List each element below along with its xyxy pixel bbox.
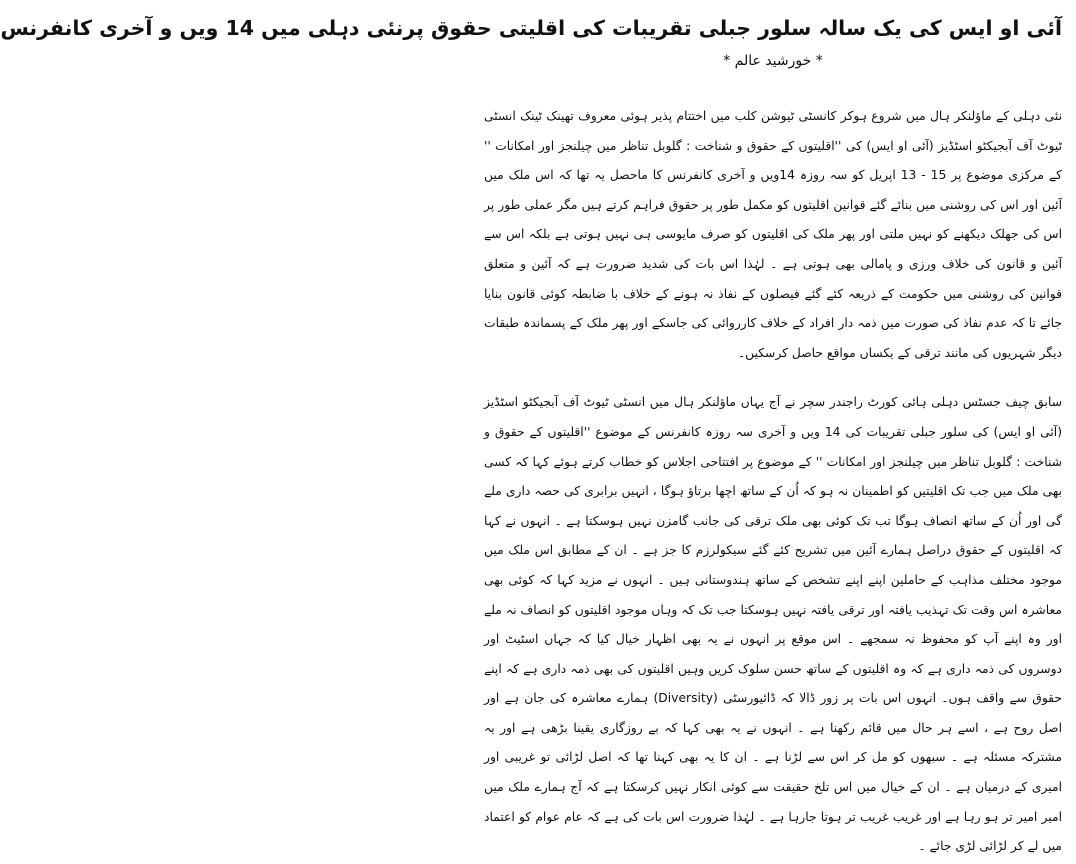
article-body <box>484 102 1062 862</box>
article-headline: آئی او ایس کی یک سالہ سلور جبلی تقریبات کی اقلیتی حقوق پرنئی دہلی میں 14 ویں و آخری کانفرنس <box>0 16 1062 40</box>
article-byline: * خورشید عالم * <box>723 53 823 69</box>
article-paragraph-2: سابق چیف جسٹس دہلی ہائی کورٹ راجندر سچر نے آج یہاں ماؤلنکر ہال میں انسٹی ٹیوٹ آف آبجیکٹو اسٹڈیز (آئی او ایس) کی سلور جبلی تقریبات کی 14 ویں و آخری سہ روزہ کانفرنس کے موضوع ''اقلیتوں کے حقوق و شناخت : گلوبل تناظر میں چیلنجز اور امکانات '' کے موضوع پر افتتاحی اجلاس کو خطاب کرتے ہوئے کہا کہ کسی بھی ملک میں جب تک اقلیتیں کو اطمینان نہ ہو کہ اُن کے ساتھ اچھا برتاؤ ہوگا ، انہیں برابری کی حصہ داری ملے گی اور اُن کے ساتھ انصاف ہوگا تب تک کوئی بھی ملک ترقی کی جانب گامزن نہیں ہوسکتا ہے ۔ انہوں نے کہا کہ اقلیتوں کے حقوق دراصل ہمارے آئین میں تشریح کئے گئے سیکولرزم کا جز ہے ۔ ان کے مطابق اس ملک میں موجود مختلف مذاہب کے حاملین اپنے اپنے تشخص کے ساتھ ہندوستانی ہیں ۔ انہوں نے مزید کہا کہ کوئی بھی معاشرہ اس وقت تک تہذیب یافتہ اور ترقی یافتہ نہیں ہوسکتا جب تک کہ وہاں موجود اقلیتوں کو انصاف نہ ملے اور وہ اپنے آپ کو محفوظ نہ سمجھے ۔ اس موقع پر انہوں نے یہ بھی اظہار خیال کیا کہ جہاں اسٹیٹ اور دوسروں کی ذمہ داری ہے کہ وہ اقلیتوں کے ساتھ حسن سلوک کریں وہیں اقلیتوں کی بھی ذمہ داری ہے کہ اپنے حقوق سے واقف ہوں۔ انہوں اس بات پر زور ڈالا کہ ڈائیورسٹی (Diversity) ہمارے معاشرہ کی جان ہے اور اصل روح ہے ، اسے ہر حال میں قائم رکھنا ہے ۔ انہوں نے یہ بھی کہا کہ بے روزگاری یقینا بڑھی ہے اور یہ مشترکہ مسئلہ ہے ۔ سبھوں کو مل کر اس سے لڑنا ہے ۔ ان کا یہ بھی کہنا تھا کہ اصل لڑائی تو غریبی اور امیری کے درمیان ہے ۔ ان کے خیال میں اس تلخ حقیقت سے کوئی انکار نہیں کرسکتا ہے کہ آج ہمارے ملک میں امیر امیر تر ہو رہا ہے اور غریب غریب تر ہوتا جارہا ہے ۔ لہٰذا ضرورت اس بات کی ہے کہ عام عوام کو اعتماد میں لے کر لڑائی لڑی جائے ۔ <box>484 395 1062 854</box>
article-paragraph-1: نئی دہلی کے ماؤلنکر ہال میں شروع ہوکر کانسٹی ٹیوشن کلب میں اختتام پذیر ہوئی معروف تھینک ٹینک انسٹی ٹیوٹ آف آبجیکٹو اسٹڈیز (آئی او ایس) کی ''اقلیتوں کے حقوق و شناخت : گلوبل تناظر میں چیلنجز اور امکانات '' کے مرکزی موضوع پر 15 - 13 اپریل کو سہ روزہ 14ویں و آخری کانفرنس کا ماحصل یہ تھا کہ اس ملک میں آئین اور اس کی روشنی میں بنائے گئے قوانین اقلیتوں کو مکمل طور پر حقوق فراہم کرتے ہیں مگر عملی طور پر اس کی جھلک دیکھنے کو نہیں ملتی اور پھر ملک کی اقلیتوں کو صرف مایوسی ہی نہیں ہوتی ہے بلکہ اس سے آئین و قانون کی خلاف ورزی و پامالی بھی ہوتی ہے ۔ لہٰذا اس بات کی شدید ضرورت ہے کہ آئین و متعلق قوانین کی روشنی میں حکومت کے ذریعہ کئے گئے فیصلوں کے نفاذ نہ ہونے کے خلاف با ضابطہ کوئی قانون بنایا جائے تا کہ عدم نفاذ کی صورت میں ذمہ دار افراد کے خلاف کارروائی کی جاسکے اور پھر ملک کے پسماندہ طبقات دیگر شہریوں کی مانند ترقی کے یکساں مواقع حاصل کرسکیں۔ <box>484 109 1063 360</box>
